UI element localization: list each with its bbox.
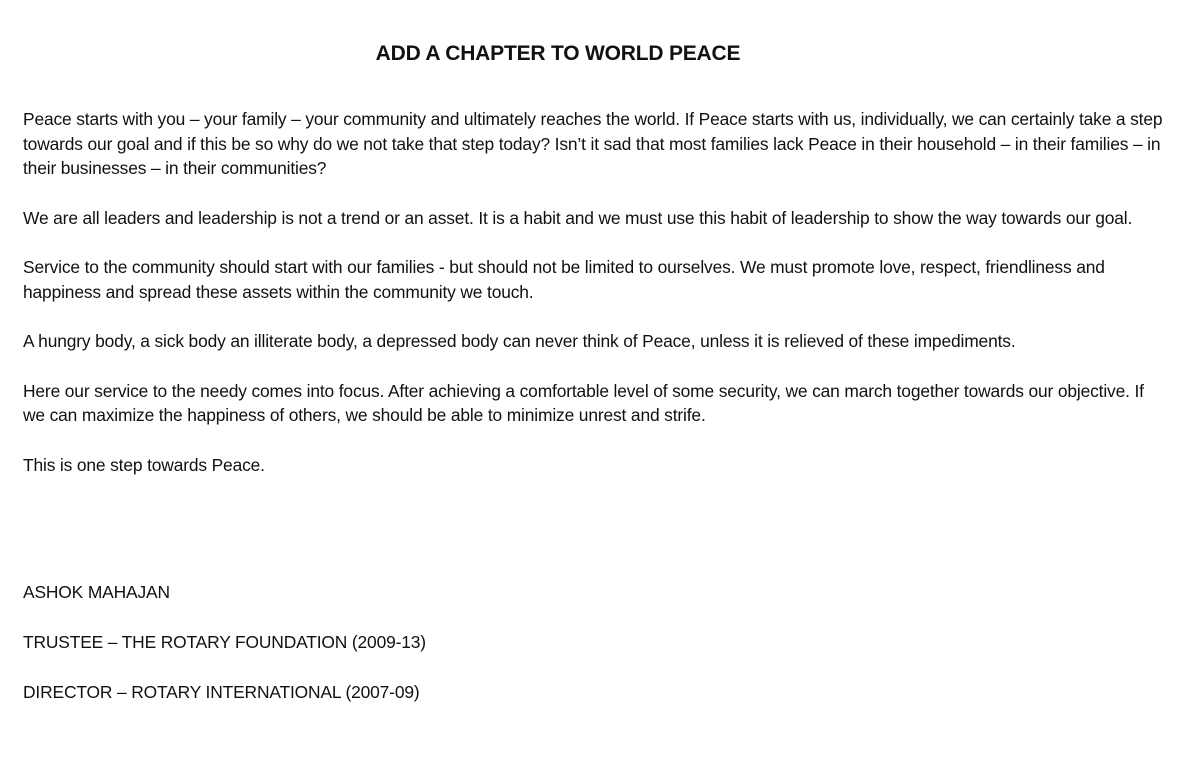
- paragraph-service: Service to the community should start with our families - but should not be limited to ourselves. We must promote love, respect, friendliness and happiness and spread these assets within the community we touch.: [23, 257, 1105, 302]
- paragraph-one-step: This is one step towards Peace.: [23, 454, 265, 475]
- paragraph-needy: Here our service to the needy comes into focus. After achieving a comfortable level of some security, we can march together towards our objective. If we can maximize the happiness of others, we should be able to minimize unrest and strife.: [23, 380, 1144, 425]
- paragraph-impediments: A hungry body, a sick body an illiterate body, a depressed body can never think of Peace, unless it is relieved of these impediments.: [23, 331, 1016, 351]
- signature-role-trustee: TRUSTEE – THE ROTARY FOUNDATION (2009-13): [23, 632, 426, 652]
- signature-role-director: DIRECTOR – ROTARY INTERNATIONAL (2007-09): [23, 682, 420, 702]
- paragraph-leadership: We are all leaders and leadership is not a trend or an asset. It is a habit and we must use this habit of leadership to show the way towards our goal.: [23, 207, 1133, 228]
- paragraph-peace-starts: Peace starts with you – your family – your community and ultimately reaches the world. If Peace starts with us, individually, we can certainly take a step towards our goal and if this be so why do we not take that step today? Isn’t it sad that most families lack Peace in their household – in their families – in their businesses – in their communities?: [23, 109, 1163, 178]
- document-body: [23, 107, 1168, 502]
- page-title: ADD A CHAPTER TO WORLD PEACE: [375, 42, 741, 65]
- signature-name: ASHOK MAHAJAN: [23, 582, 170, 602]
- signature-block: [23, 580, 723, 730]
